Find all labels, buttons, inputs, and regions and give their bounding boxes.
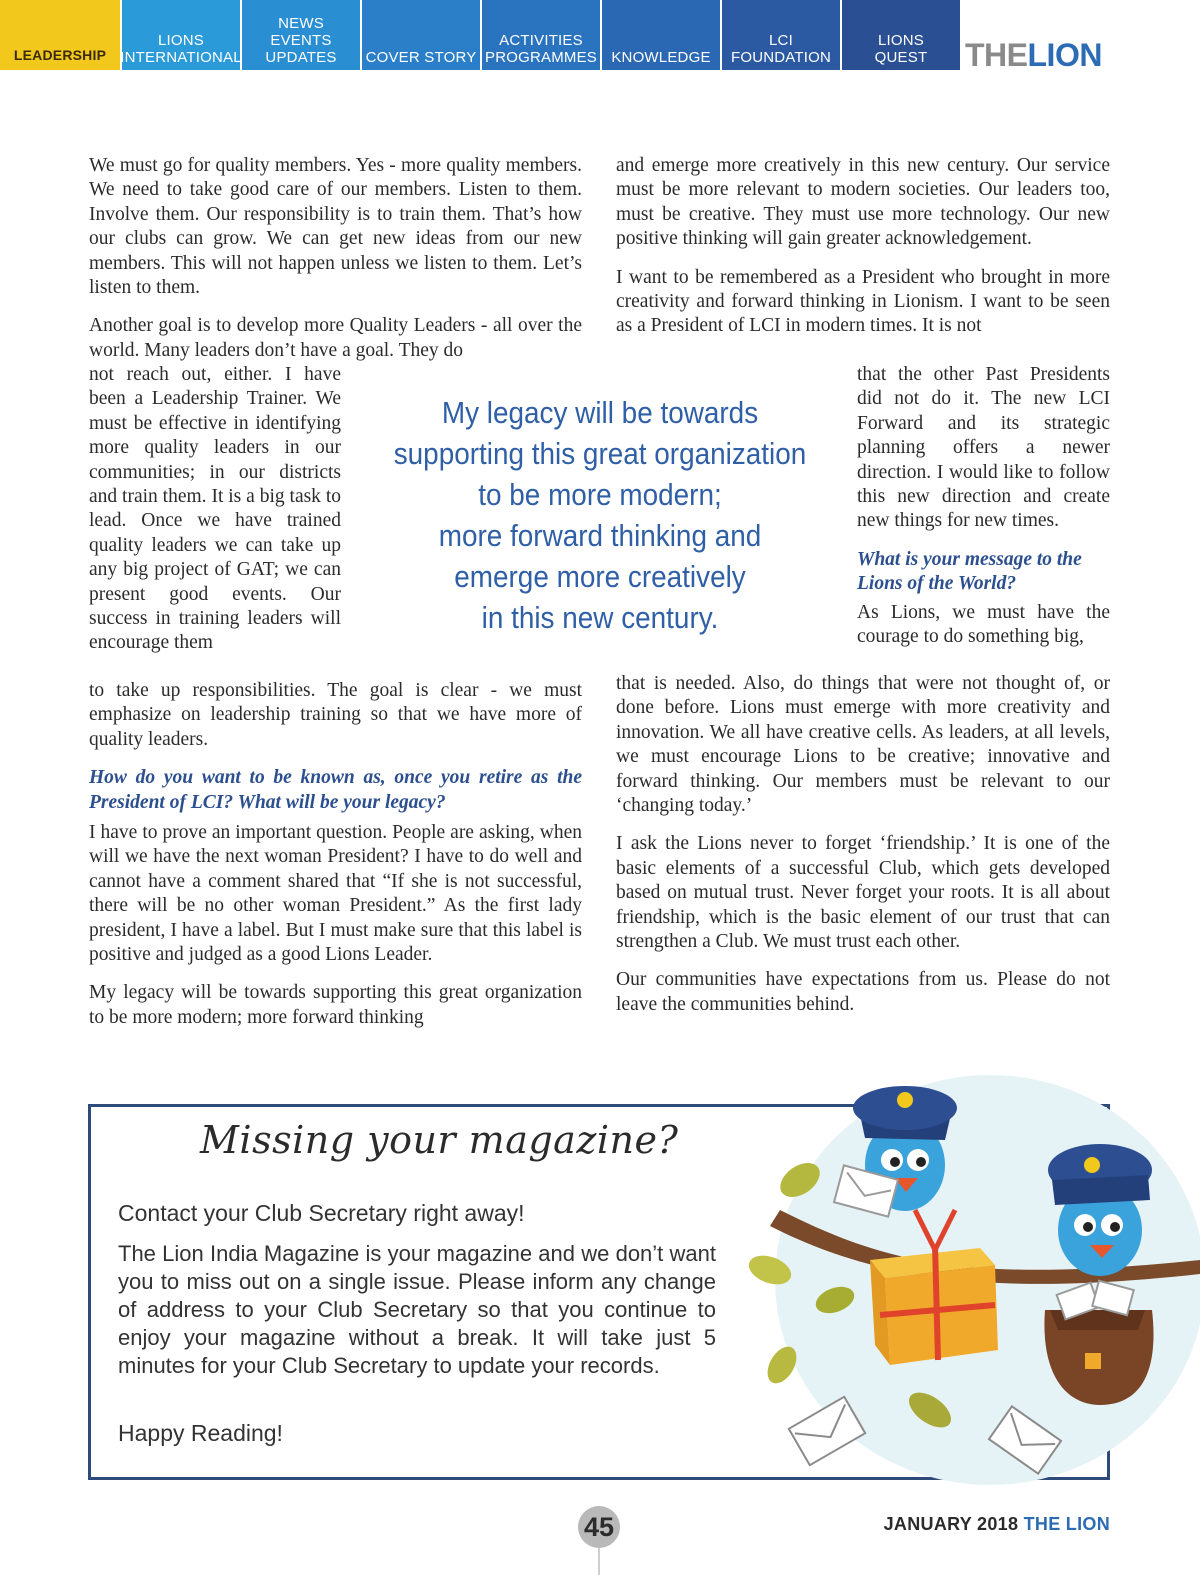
paragraph: I ask the Lions never to forget ‘friendship.’ It is one of the basic elements of a successful Club, which gets developed based on mutual trust. Never forget your roots. It is all about friendship, which is the basic element of our trust that can strengthen a Club. We must trust each other.: [616, 833, 1110, 953]
paragraph: that is needed. Also, do things that were not thought of, or done before. Lions must emerge with more creativity and innovation. We all have creative cells. As leaders, at all levels, we must encourage Lions to be creative; innovative and forward thinking. Our members must be relevant to our ‘changing today.’: [616, 673, 1110, 817]
tab-label: QUEST: [874, 49, 928, 66]
pull-quote-line: to be more modern;: [478, 477, 722, 512]
paragraph: I have to prove an important question. People are asking, when will we have the next woman President? I have to do well and cannot have a comment shared that “If she is not successful, there will be no other woman President.” As the first lady president, I have a label. But I must make sure that this label is positive and judged as a good Lions Leader.: [89, 822, 582, 966]
magazine-logo: [965, 38, 1102, 72]
mail-birds-illustration: [740, 1060, 1200, 1500]
tab-label: LIONS: [877, 32, 924, 49]
tab-label: EVENTS: [270, 32, 332, 49]
pull-quote-line: in this new century.: [481, 600, 719, 635]
pull-quote-line: supporting this great organization: [393, 436, 807, 471]
article-right-column-bottom: [616, 672, 1110, 1031]
tab-label: ACTIVITIES: [499, 32, 583, 49]
tab-label: LCI: [769, 32, 793, 49]
tab-news-events-updates[interactable]: [242, 0, 360, 70]
tab-label: INTERNATIONAL: [120, 49, 242, 66]
issue-date: JANUARY 2018: [883, 1514, 1019, 1534]
pull-quote-line: emerge more creatively: [454, 559, 746, 594]
tab-label: COVER STORY: [365, 49, 477, 66]
article-right-column-top: [616, 154, 1110, 339]
logo-the: THE: [965, 37, 1028, 73]
pull-quote-line: My legacy will be towards: [441, 395, 759, 430]
missing-magazine-body: The Lion India Magazine is your magazine and we don’t want you to miss out on a single issue. Please inform any change of address to your Club Secretary so that you continue to enjoy your magazine without a break. It will take just 5 minutes for your Club Secretary to update your records.: [118, 1241, 716, 1378]
tab-leadership[interactable]: [0, 0, 120, 70]
pull-quote: [393, 392, 807, 638]
pull-quote-line: more forward thinking and: [438, 518, 762, 553]
interview-question: What is your message to the Lions of the World?: [857, 548, 1082, 595]
missing-magazine-title: Missing your magazine?: [200, 1118, 679, 1162]
footer-magazine-name: THE LION: [1023, 1514, 1110, 1534]
issue-footer: [884, 1514, 1110, 1535]
article-right-narrow: [857, 363, 1110, 649]
tab-label: KNOWLEDGE: [611, 49, 711, 66]
tab-lci-foundation[interactable]: [722, 0, 840, 70]
paragraph: We must go for quality members. Yes - more quality members. We need to take good care of our members. Listen to them. Involve them. Our responsibility is to train them. That’s how our clubs can grow. We can get new ideas from our new members. This will not happen unless we listen to them. Let’s listen to them.: [89, 155, 582, 299]
interview-question: How do you want to be known as, once you retire as the President of LCI? What will be your legacy?: [89, 767, 582, 813]
paragraph: As Lions, we must have the courage to do something big,: [857, 601, 1110, 648]
tab-activities-programmes[interactable]: [482, 0, 600, 70]
missing-magazine-subtitle: Contact your Club Secretary right away!: [118, 1200, 525, 1226]
paragraph: Our communities have expectations from us. Please do not leave the communities behind.: [616, 969, 1110, 1015]
tab-cover-story[interactable]: [362, 0, 480, 70]
page-number: 45: [578, 1506, 620, 1548]
article-left-narrow: [89, 363, 341, 656]
paragraph: My legacy will be towards supporting this great organization to be more modern; more forward thinking: [89, 982, 582, 1028]
article-left-column-top: [89, 154, 582, 363]
article-left-column-bottom: [89, 679, 582, 1044]
tab-lions-international[interactable]: [122, 0, 240, 70]
paragraph: to take up responsibilities. The goal is clear - we must emphasize on leadership training so that we have more of quality leaders.: [89, 680, 582, 750]
logo-lion: LION: [1027, 37, 1102, 73]
section-nav: [0, 0, 1200, 73]
paragraph: not reach out, either. I have been a Leadership Trainer. We must be effective in identifying more quality leaders in our communities; in our districts and train them. It is a big task to lead. Once we have trained quality leaders we can take up any big project of GAT; we can present good events. Our success in training leaders will encourage them: [89, 364, 341, 654]
paragraph: Another goal is to develop more Quality Leaders - all over the world. Many leaders don’t have a goal. They do: [89, 315, 582, 361]
tab-label: UPDATES: [265, 49, 337, 66]
tab-knowledge[interactable]: [602, 0, 720, 70]
tab-label: FOUNDATION: [730, 49, 832, 66]
tab-lions-quest[interactable]: [842, 0, 960, 70]
tab-label: LEADERSHIP: [13, 47, 107, 63]
tab-label: PROGRAMMES: [484, 49, 597, 66]
tab-label: LIONS: [157, 32, 204, 49]
paragraph: and emerge more creatively in this new century. Our service must be more relevant to modern societies. Our leaders too, must be creative. They must use more technology. Our new positive thinking will gain greater acknowledgement.: [616, 155, 1110, 250]
paragraph: that the other Past Presidents did not do it. The new LCI Forward and its strategic planning offers a newer direction. I would like to follow this new direction and create new things for new times.: [857, 364, 1110, 532]
paragraph: I want to be remembered as a President who brought in more creativity and forward thinking in Lionism. I want to be seen as a President of LCI in modern times. It is not: [616, 266, 1110, 337]
tab-label: NEWS: [278, 15, 324, 32]
missing-magazine-closing: Happy Reading!: [118, 1420, 283, 1446]
